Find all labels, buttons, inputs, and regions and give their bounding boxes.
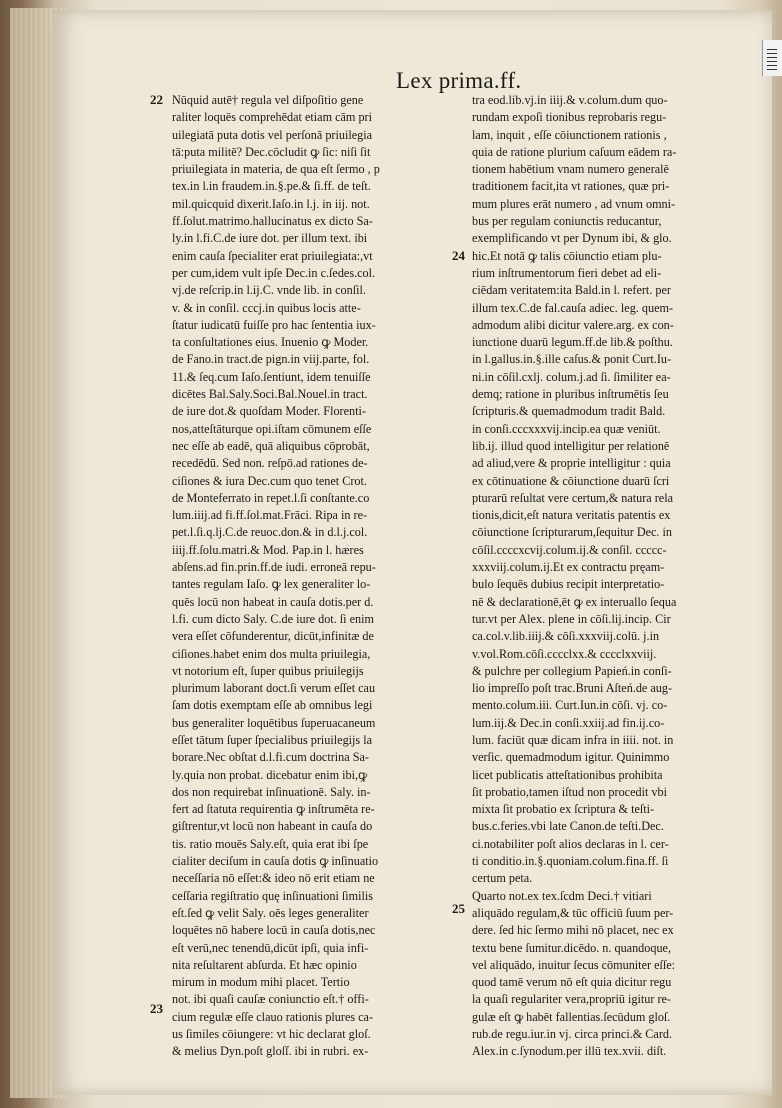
margin-number-22: 22 xyxy=(150,92,163,107)
left-column-line: de iure dot.& quoſdam Moder. Florenti- xyxy=(172,404,366,419)
right-column-line: traditionem facit,ita vt rationes, quæ pri- xyxy=(472,179,670,194)
left-column-line: cialiter deciſum in cauſa dotis ꝙ inſinuatio xyxy=(172,854,379,869)
left-column-line: dicētes Bal.Saly.Soci.Bal.Nouel.in tract. xyxy=(172,387,368,402)
right-column-line: iunctione duarū legum.ff.de lib.& poſthu. xyxy=(472,335,673,350)
left-column-line: mil.quicquid dixerit.Iaſo.in l.j. in iij. not. xyxy=(172,196,370,211)
left-column-line: de Monteferrato in repet.l.ſi conſtante.co xyxy=(172,490,370,505)
right-column-line: ca.col.v.lib.iiij.& cōſi.xxxviij.colū. j.in xyxy=(472,629,660,644)
right-column-line: mixta ſit probatio ex ſcriptura & teſti- xyxy=(472,802,655,817)
right-column-line: in l.gallus.in.§.ille caſus.& ponit Curt.Iu- xyxy=(472,352,672,367)
left-column-line: eſt.ſed ꝙ velit Saly. oēs leges generaliter xyxy=(172,905,369,920)
left-column-line: tantes regulam Iaſo. ꝙ lex generaliter lo- xyxy=(172,577,371,592)
right-column-line: la quaſi regulariter vera,propriū igitur re- xyxy=(472,992,671,1007)
right-column-line: tionis,dicit,eſt natura veritatis patentis ex xyxy=(472,508,671,523)
left-column-line: raliter loquēs comprehēdat etiam cām pri xyxy=(172,110,372,125)
left-column-line: quēs locū non habeat in cauſa dotis.per d. xyxy=(172,594,374,609)
left-column-line: v. & in conſil. cccj.in quibus locis atte- xyxy=(172,300,361,315)
page-tab-marker xyxy=(762,40,782,76)
right-column-line: quia de ratione plurium caſuum eādem ra- xyxy=(472,144,677,159)
right-column-line: ciēdam veritatem:ita Bald.in l. refert. per xyxy=(472,283,671,298)
right-column-line: mum plures erāt numero , ad vnum omni- xyxy=(472,196,676,211)
right-column-line: rium inſtrumentorum fieri debet ad eli- xyxy=(472,265,662,280)
right-column-line: v.vol.Rom.cōſi.cccclxx.& cccclxxviij. xyxy=(472,646,657,661)
left-column-line: nos,atteſtāturque opi.iſtam cōmunem eſſe xyxy=(172,421,372,436)
left-column-line: nita reſultarent abſurda. Et hæc opinio xyxy=(172,957,357,972)
right-column-line: admodum alibi dicitur valere.arg. ex con- xyxy=(472,317,674,332)
right-column-line: ſit probatio,tamen iſtud non procedit vbi xyxy=(472,784,667,799)
left-column-line: eſſet tātum ſuper ſpecialibus priuilegijs la xyxy=(172,732,373,747)
left-column-line: cium regulæ eſſe clauo rationis plures ca- xyxy=(172,1009,374,1024)
right-column-line: pturarū reſultat vere certum,& natura rela xyxy=(472,490,673,505)
left-column-line: & melius Dyn.poſt gloſſ. ibi in rubri. ex- xyxy=(172,1044,369,1059)
left-column-line: priuilegiata in materia, de qua eſt ſermo , p xyxy=(172,162,380,177)
right-column-line: dere. ſed hic ſermo mihi nō placet, nec ex xyxy=(472,923,674,938)
left-column-line: Nūquid autē† regula vel diſpoſitio gene xyxy=(172,93,364,107)
right-column-line: textu bene ſumitur.dicēdo. n. quandoque, xyxy=(472,940,672,955)
right-column-line: nē & declarationē,ēt ꝙ ex interuallo ſequa xyxy=(472,594,677,609)
right-column-line: verſic. quemadmodum igitur. Quinimmo xyxy=(472,750,670,765)
left-column-line: vera eſſet cōfunderentur, dicūt,infinitæ de xyxy=(172,629,374,644)
right-column-line: bus.c.feries.vbi late Canon.de teſti.Dec. xyxy=(472,819,664,834)
right-column-line: & pulchre per collegium Papień.in conſi- xyxy=(472,663,672,678)
right-column-line: lio impreſſo poſt trac.Bruni Aſteń.de aug- xyxy=(472,681,673,696)
left-column-line: fert ad ſtatuta requirentia ꝙ inſtrumēta re- xyxy=(172,802,375,817)
margin-number-24: 24 xyxy=(452,248,465,263)
right-column-line: illum tex.C.de fal.cauſa adiec. leg. quem- xyxy=(472,300,674,315)
right-column-line: ci.notabiliter poſt alios declaras in l. cer- xyxy=(472,836,669,851)
left-column-line: tex.in l.in fraudem.in.§.pe.& ſi.ff. de teſt. xyxy=(172,179,371,194)
left-column-line: de Fano.in tract.de pign.in viij.parte, fol. xyxy=(172,352,370,367)
right-column-line: Alex.in c.ſynodum.per illū tex.xvii. diſt. xyxy=(472,1044,667,1059)
left-column-line: nec eſſe ab eadē, quā aliquibus cōprobāt, xyxy=(172,438,370,453)
right-column-line: tra eod.lib.vj.in iiij.& v.colum.dum quo- xyxy=(472,93,668,107)
running-head: Lex prima.ff. xyxy=(396,68,522,93)
left-column-line: ly.quia non probat. dicebatur enim ibi,ꝙ xyxy=(172,767,368,782)
left-column-line: ta conſultationes eius. Inuenio ꝙ Moder. xyxy=(172,335,369,350)
left-column-line: iiij.ff.ſolu.matri.& Mod. Pap.in l. hæres xyxy=(172,542,364,557)
left-column-line: not. ibi quaſi cauſæ coniunctio eſt.† offi- xyxy=(172,992,369,1007)
left-column-line: pet.l.ſi.q.lj.C.de reuoc.don.& in d.l.j.col. xyxy=(172,525,368,540)
left-column-line: lum.iiij.ad fi.ff.ſol.mat.Frāci. Ripa in re- xyxy=(172,508,368,523)
right-column-line: certum peta. xyxy=(472,871,533,886)
right-column-line: lum.iij.& Dec.in conſi.xxiij.ad fin.ij.co- xyxy=(472,715,665,730)
right-column-line: rundam expoſi tionibus reprobaris regu- xyxy=(472,110,667,125)
right-column-line: cōiunctione ſcripturarum,ſequitur Dec. in xyxy=(472,525,673,540)
margin-number-25: 25 xyxy=(452,901,465,916)
left-column-line: tis. ratio mouēs Saly.eſt, quia erat ibi ſpe xyxy=(172,836,369,851)
left-column-line: 11.& ſeq.cum Iaſo.ſentiunt, idem tenuiſſe xyxy=(172,369,371,384)
left-column-line: dos non requirebat inſinuationē. Saly. in- xyxy=(172,784,371,799)
right-column-line: aliquādo regulam,& tūc officiū ſuum per- xyxy=(472,905,674,920)
left-column-line: tā:puta militē? Dec.cōcludit ꝙ ſic: niſi ſit xyxy=(172,144,371,159)
left-column-line: vt notorium eſt, ſuper quibus priuilegijs xyxy=(172,663,364,678)
right-column-line: licet publicatis atteſtationibus prohibita xyxy=(472,767,663,782)
left-column-line: ceſſaria regiſtratio quę inſinuationi ſimilis xyxy=(172,888,374,903)
right-column-line: tionem habētium vnam numero generalē xyxy=(472,162,669,177)
left-column-line: borare.Nec obſtat d.l.fi.cum doctrina Sa- xyxy=(172,750,369,765)
right-column-line: quod tamē verum nō eſt quia dicitur regu xyxy=(472,975,672,990)
left-column-line: bus generaliter loquētibus ſuperuacaneum xyxy=(172,715,376,730)
right-column-line: cōſil.ccccxcvij.colum.ij.& conſil. ccccc- xyxy=(472,542,667,557)
left-column-line: ſam dotis exemptam eſſe ab omnibus legi xyxy=(172,698,373,713)
right-column-line: ti conditio.in.§.quoniam.colum.fina.ff. ſi xyxy=(472,854,669,869)
right-column-line: xxxviij.colum.ij.Et ex contractu pręam- xyxy=(472,560,665,575)
right-column-line: in conſi.cccxxxvij.incip.ea quæ veniūt. xyxy=(472,421,661,436)
left-column-line: vj.de reſcrip.in l.ij.C. vnde lib. in conſil. xyxy=(172,283,366,298)
left-column-line: eſt verū,nec tenendū,dicūt ipſi, quia infi- xyxy=(172,940,369,955)
left-column-line: recedēdū. Sed non. reſpō.ad rationes de- xyxy=(172,456,368,471)
left-column xyxy=(172,92,444,1061)
right-column-line: lib.ij. illud quod intelligitur per relationē xyxy=(472,438,670,453)
left-column-line: giſtrentur,vt locū non habeant in cauſa do xyxy=(172,819,373,834)
right-column-line: bulo ſequēs dubius recipit interpretatio- xyxy=(472,577,665,592)
left-column-line: ciſiones & iura Dec.cum quo tenet Crot. xyxy=(172,473,367,488)
right-column-line: hic.Et notā ꝙ talis cōiunctio etiam plu- xyxy=(472,248,662,263)
left-column-line: abſens.ad fin.prin.ff.de iudi. erroneā repu- xyxy=(172,560,376,575)
right-column-line: vel aliquādo, inuitur ſecus cōmuniter eſſe: xyxy=(472,957,676,972)
right-column-line: exemplificando vt per Dynum ibi, & glo. xyxy=(472,231,672,246)
right-column-line: tur.vt per Alex. plene in cōſi.lij.incip. Cir xyxy=(472,611,671,626)
left-column-line: neceſſaria nō eſſet:& ideo nō erit etiam ne xyxy=(172,871,375,886)
left-column-line: ſtatur iudicatū fuiſſe pro hac ſententia iux- xyxy=(172,317,376,332)
right-column-line: bus per regulam coniunctis reducantur, xyxy=(472,214,662,229)
left-column-line: ff.ſolut.matrimo.hallucinatus ex dicto Sa- xyxy=(172,214,373,229)
right-column-line: ad aliud,vere & proprie intelligitur : quia xyxy=(472,456,671,471)
right-column-line: rub.de regu.iur.in vj. circa princi.& Card. xyxy=(472,1027,673,1042)
right-column-line: ni.in cōſil.cxlj. colum.j.ad ſi. ſimiliter ea- xyxy=(472,369,671,384)
right-column-line: demq; ratione in pluribus inſtrumētis ſeu xyxy=(472,387,669,402)
left-column-line: loquētes nō habere locū in cauſa dotis,nec xyxy=(172,923,376,938)
left-column-line: uilegiatā puta dotis vel perſonā priuilegia xyxy=(172,127,373,142)
left-column-line: us ſimiles cōiungere: vt hic declarat gloſ. xyxy=(172,1027,371,1042)
right-column xyxy=(472,92,744,1061)
right-column-line: lum. faciūt quæ dicam infra in iiii. not. in xyxy=(472,732,674,747)
left-column-line: mirum in modum mihi placet. Tertio xyxy=(172,975,350,990)
right-column-line: lam, inquit , eſſe cōiunctionem rationis , xyxy=(472,127,667,142)
left-column-line: ly.in l.fi.C.de iure dot. per illum text. ibi xyxy=(172,231,368,246)
right-column-line: gulæ eſt ꝙ habēt fallentias.ſecūdum gloſ. xyxy=(472,1009,671,1024)
right-column-line: ſcripturis.& quemadmodum tradit Bald. xyxy=(472,404,666,419)
right-column-line: mento.colum.iii. Curt.Iun.in cōſi. vj. co- xyxy=(472,698,668,713)
left-column-line: l.fi. cum dicto Saly. C.de iure dot. ſi enim xyxy=(172,611,374,626)
right-column-line: Quarto not.ex tex.ſcdm Deci.† vitiari xyxy=(472,888,652,903)
left-column-line: enim cauſa ſpecialiter erat priuilegiata:,vt xyxy=(172,248,373,263)
margin-number-23: 23 xyxy=(150,1001,163,1016)
right-column-line: ex cōtinuatione & cōiunctione duarū ſcri xyxy=(472,473,670,488)
left-column-line: per cum,idem vult ipſe Dec.in c.ſedes.col. xyxy=(172,265,376,280)
left-column-line: plurimum laborant doct.ſi verum eſſet cau xyxy=(172,681,376,696)
left-column-line: ciſiones.habet enim dos multa priuilegia, xyxy=(172,646,371,661)
